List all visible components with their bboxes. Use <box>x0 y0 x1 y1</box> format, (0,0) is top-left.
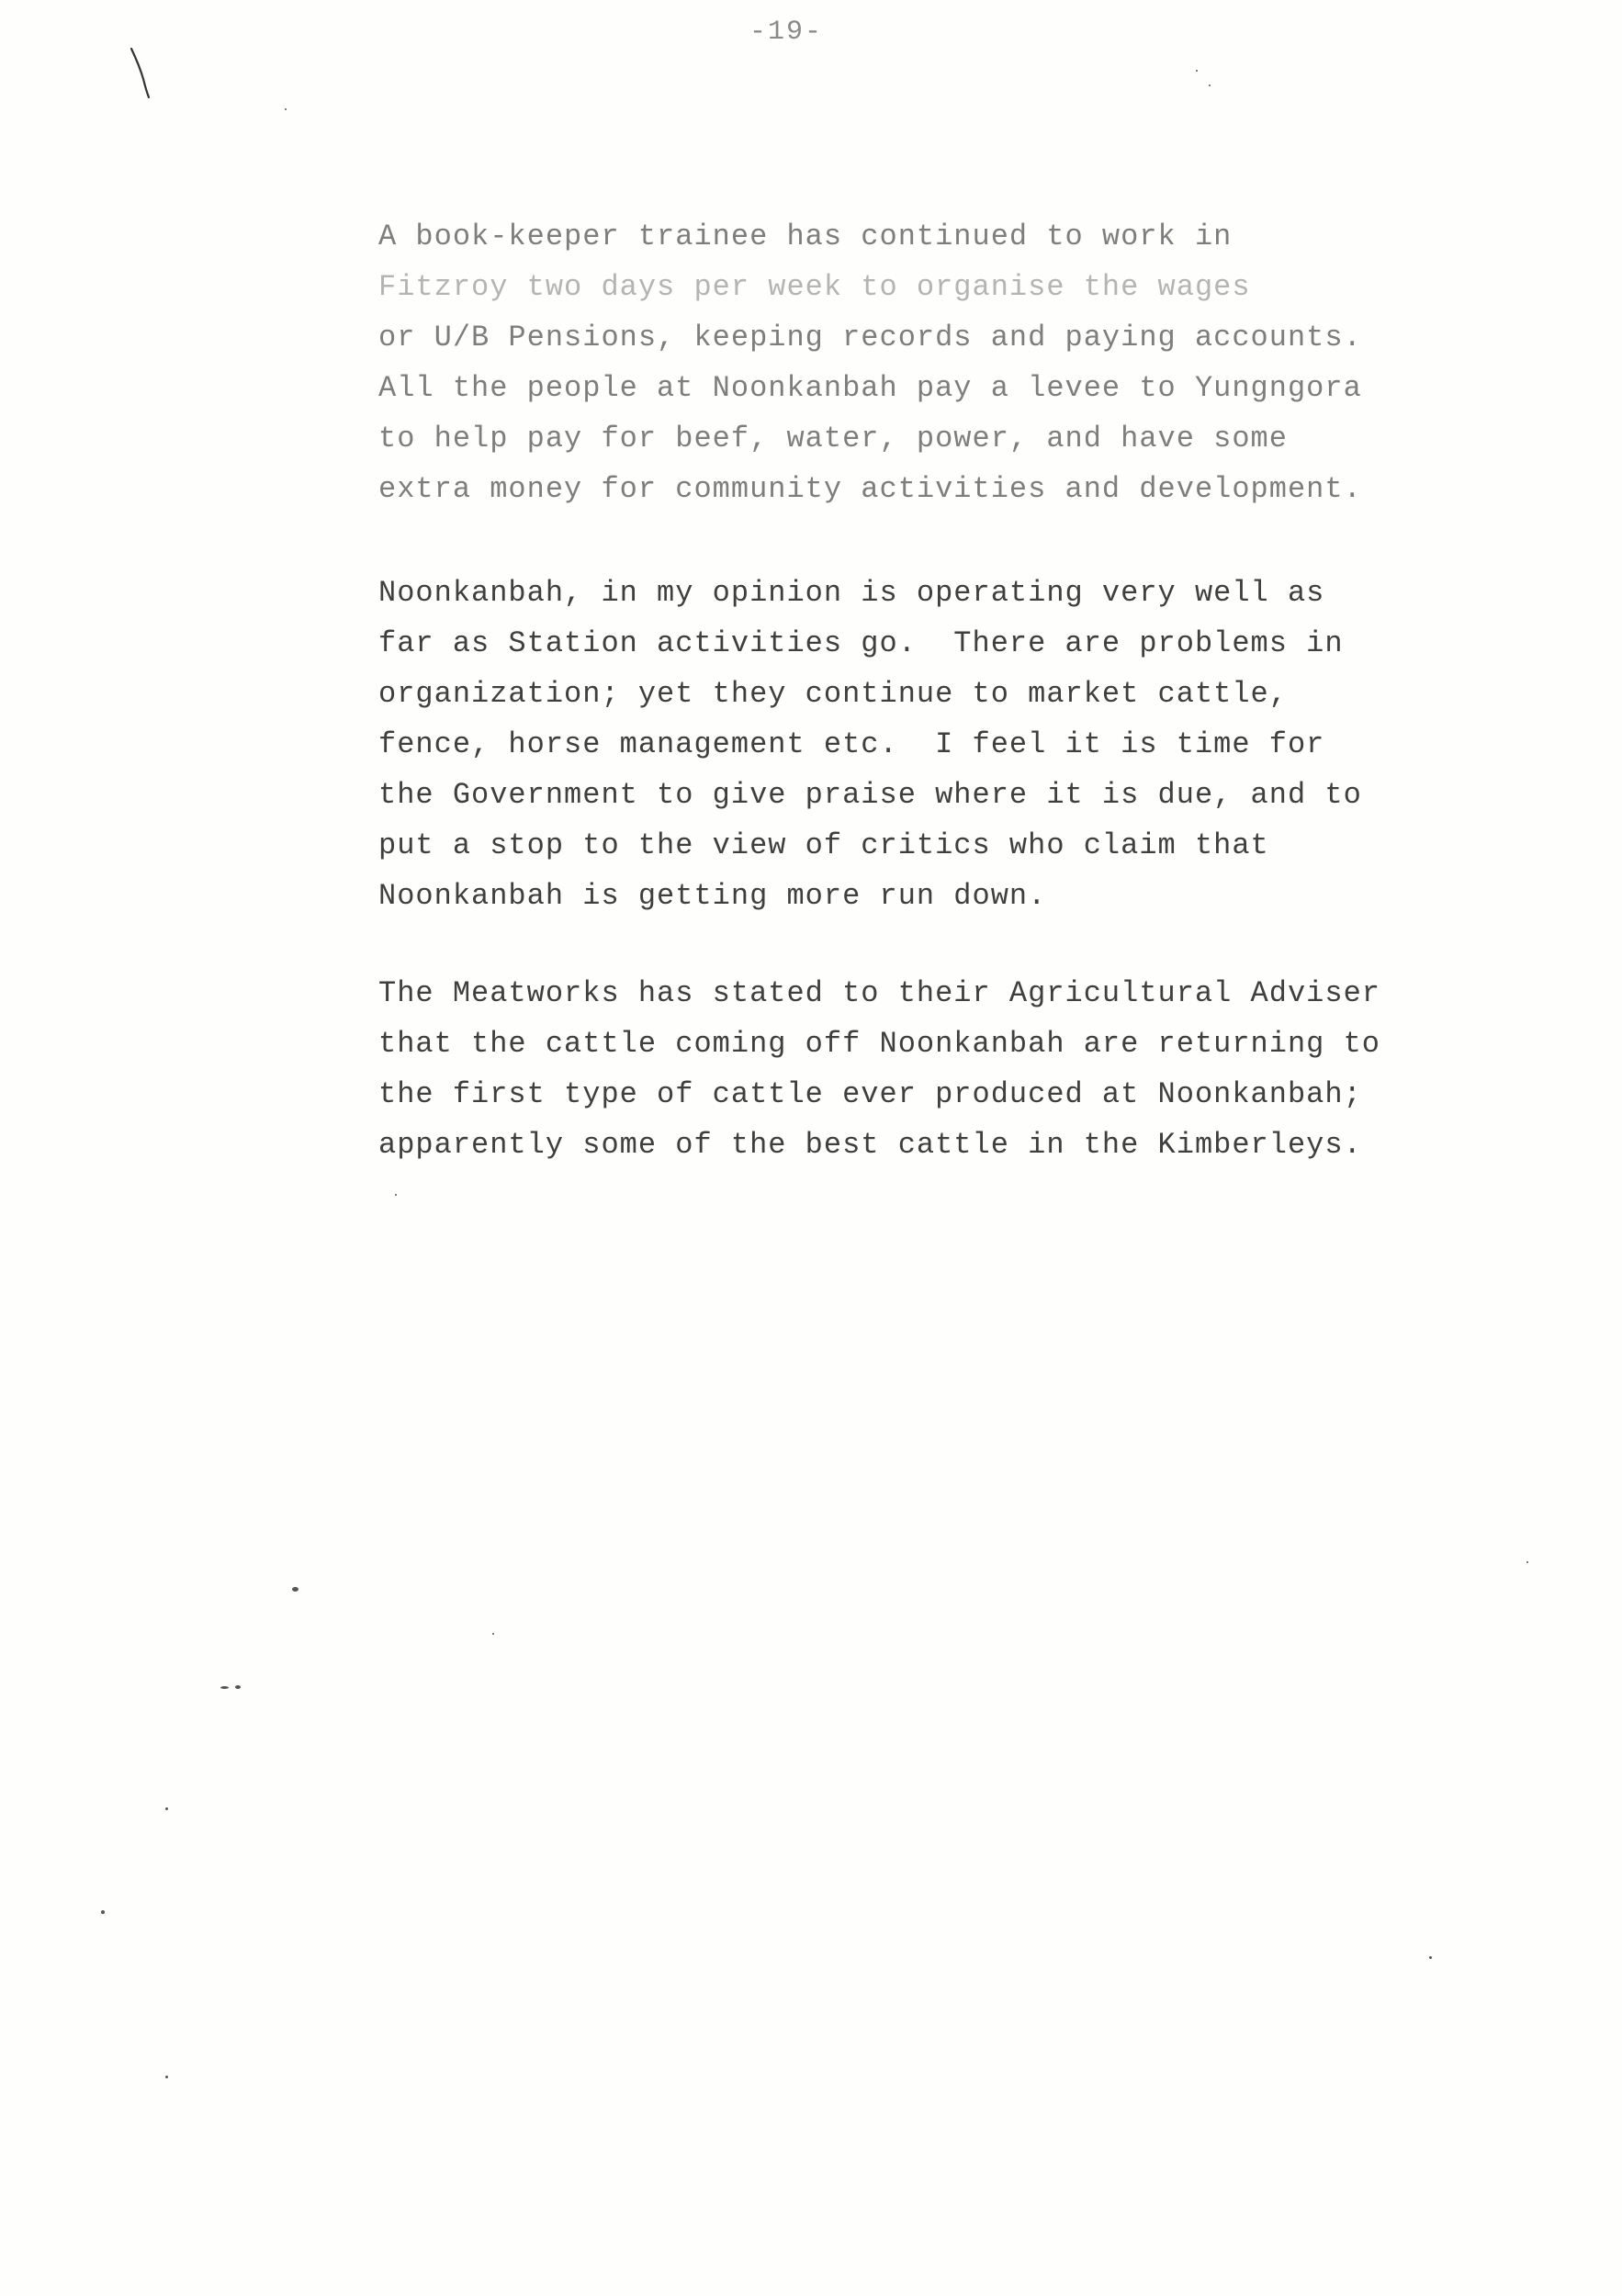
text-line: the Government to give praise where it is due, and to <box>378 778 1362 812</box>
text-line: Fitzroy two days per week to organise the wages <box>378 270 1251 304</box>
scan-speck <box>292 1587 298 1592</box>
text-line: far as Station activities go. There are problems in <box>378 626 1344 660</box>
scan-speck <box>395 1194 397 1196</box>
scan-speck <box>1209 84 1211 86</box>
page-number: -19- <box>749 17 824 48</box>
text-line: that the cattle coming off Noonkanbah are returning to <box>378 1027 1380 1061</box>
text-line: put a stop to the view of critics who claim that <box>378 828 1269 862</box>
text-line: extra money for community activities and development. <box>378 472 1362 506</box>
scan-speck <box>220 1686 229 1689</box>
text-line: Noonkanbah is getting more run down. <box>378 879 1047 913</box>
scan-speck <box>1429 1956 1432 1959</box>
text-line: or U/B Pensions, keeping records and paying accounts. <box>378 321 1362 355</box>
text-line: organization; yet they continue to market cattle, <box>378 677 1288 711</box>
paragraph-meatworks <box>378 968 1536 1170</box>
text-line: the first type of cattle ever produced at Noonkanbah; <box>378 1077 1362 1111</box>
text-line: Noonkanbah, in my opinion is operating very well as <box>378 576 1325 610</box>
scan-speck <box>492 1633 494 1635</box>
scan-speck <box>285 108 287 110</box>
paragraph-station-activities <box>378 568 1536 921</box>
text-line: apparently some of the best cattle in the Kimberleys. <box>378 1128 1362 1162</box>
scan-speck <box>235 1685 241 1689</box>
text-line: fence, horse management etc. I feel it is time for <box>378 727 1325 761</box>
scan-speck <box>1526 1561 1528 1563</box>
scan-speck <box>101 1910 105 1914</box>
margin-pen-mark <box>129 46 156 101</box>
text-line: to help pay for beef, water, power, and have some <box>378 422 1288 456</box>
paragraph-bookkeeper <box>378 211 1536 514</box>
text-line: All the people at Noonkanbah pay a levee to Yungngora <box>378 371 1362 405</box>
scan-speck <box>1196 70 1198 72</box>
scan-speck <box>165 2076 168 2078</box>
text-line: A book-keeper trainee has continued to work in <box>378 219 1233 253</box>
scan-speck <box>165 1807 168 1810</box>
text-line: The Meatworks has stated to their Agricultural Adviser <box>378 976 1380 1010</box>
